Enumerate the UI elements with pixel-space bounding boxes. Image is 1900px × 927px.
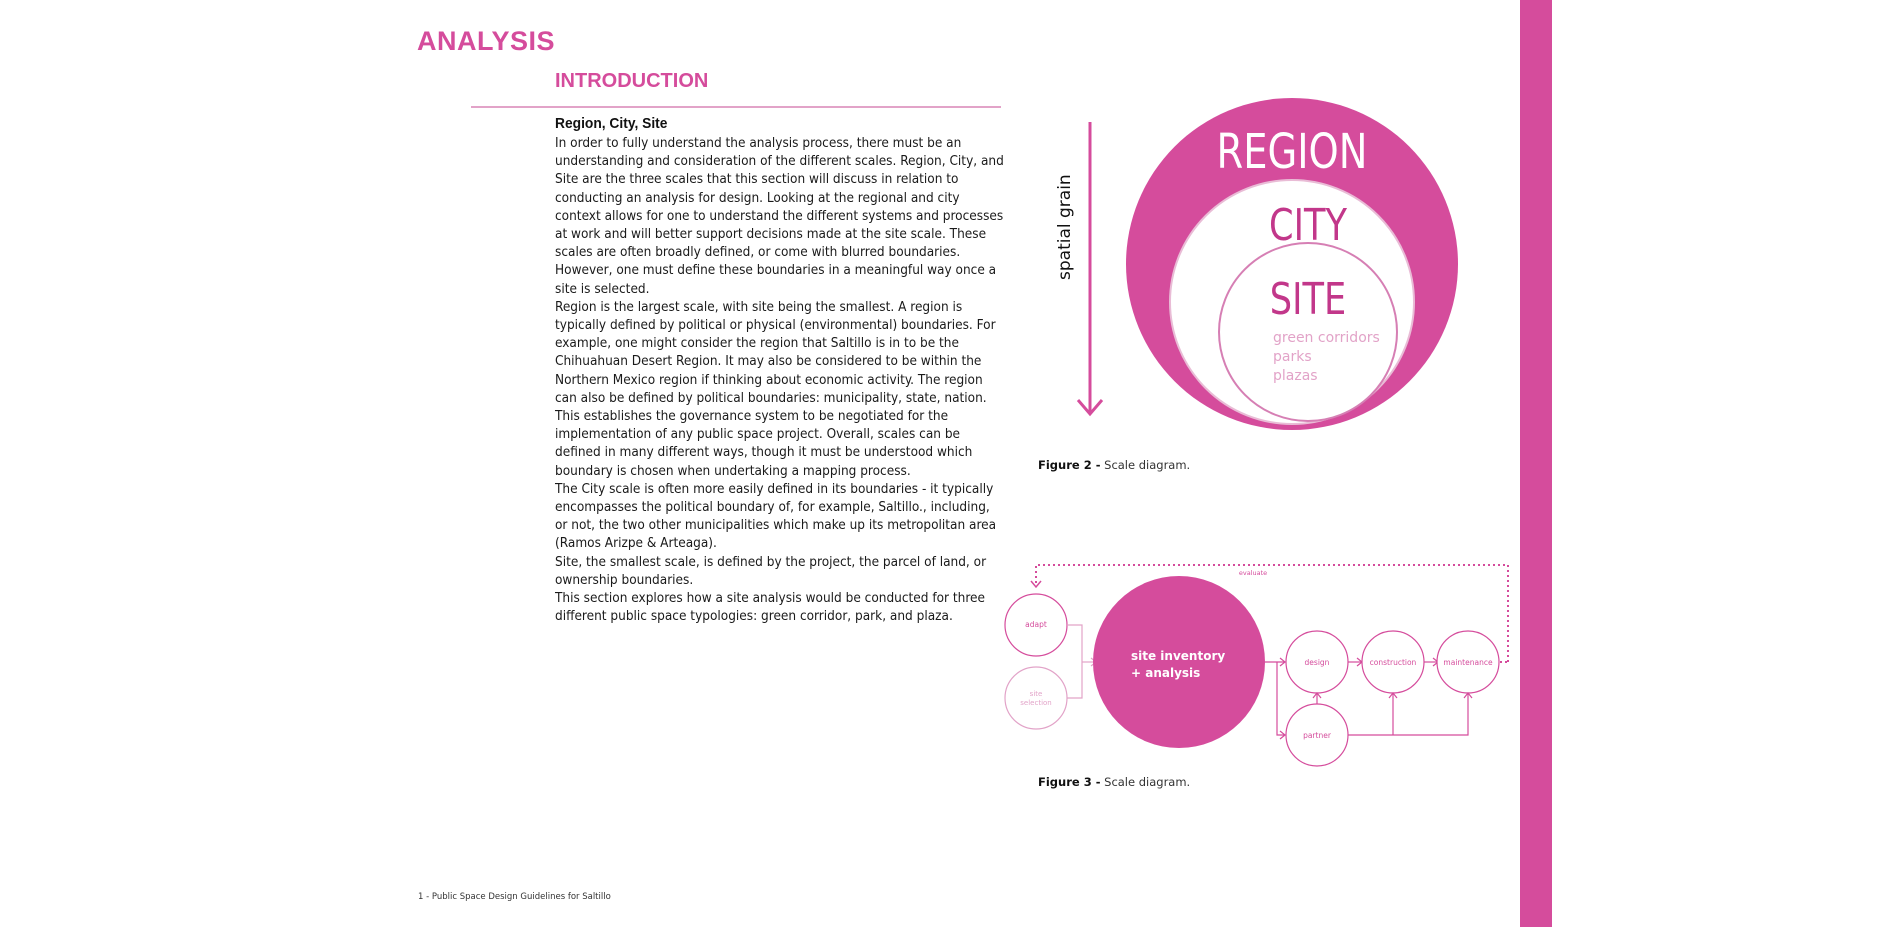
- maintenance-label: maintenance: [1443, 658, 1493, 667]
- section-title: ANALYSIS: [417, 26, 556, 56]
- figure3-caption-prefix: Figure 3 -: [1038, 775, 1101, 789]
- subsection-title: INTRODUCTION: [555, 70, 709, 92]
- scale-diagram: [1040, 90, 1480, 440]
- body-text: [555, 114, 1005, 625]
- site-selection-node: [1005, 667, 1067, 729]
- site-selection-label: site: [1029, 690, 1043, 698]
- paragraph: In order to fully understand the analysis process, there must be an understanding and consideration of the different scales. Region, City, and Site are the three scales that this section will discuss in relation to conducting an analysis for design. Looking at the regional and city context allows for one to understand the different systems and processes at work and will better support decisions made at the site scale. These scales are often broadly defined, or come with blurred boundaries. However, one must define these boundaries in a meaningful way once a site is selected.: [555, 135, 1004, 297]
- paragraph: Region is the largest scale, with site being the smallest. A region is typically defined by political or physical (environmental) boundaries. For example, one might consider the region that Saltillo is in to be the Chihuahuan Desert Region. It may also be considered to be within the Northern Mexico region if thinking about economic activity. The region can also be defined by political boundaries: municipality, state, nation. This establishes the governance system to be negotiated for the implementation of any public space project. Overall, scales can be defined in many different ways, though it must be understood which boundary is chosen when undertaking a mapping process.: [555, 298, 996, 479]
- paragraph: This section explores how a site analysis would be conducted for three different public space typologies: green corridor, park, and plaza.: [555, 590, 986, 625]
- site-item: green corridors: [1273, 330, 1380, 346]
- site-item: parks: [1273, 349, 1312, 365]
- spatial-grain-label: spatial grain: [1055, 174, 1075, 280]
- figure3-caption-text: Scale diagram.: [1104, 775, 1191, 789]
- input-bracket: [1067, 625, 1082, 698]
- design-label: design: [1304, 658, 1330, 667]
- partner-label: partner: [1303, 731, 1331, 740]
- body-heading: Region, City, Site: [555, 115, 668, 132]
- region-label: REGION: [1216, 124, 1368, 181]
- site-item: plazas: [1273, 368, 1318, 384]
- figure2-caption-prefix: Figure 2 -: [1038, 458, 1101, 472]
- site-selection-label: selection: [1020, 699, 1052, 707]
- paragraph: The City scale is often more easily defined in its boundaries - it typically encompasses the political boundary of, for example, Saltillo., including, or not, the two other municipalities which make up its metropolitan area (Ramos Arizpe & Arteaga).: [555, 480, 997, 552]
- header-divider: [471, 106, 1001, 108]
- adapt-label: adapt: [1025, 620, 1047, 629]
- page-edge-bar: [1520, 0, 1552, 927]
- figure3-caption: [1038, 775, 1190, 789]
- evaluate-label: evaluate: [1238, 569, 1268, 577]
- city-label: CITY: [1269, 200, 1347, 252]
- site-inventory-label: + analysis: [1131, 666, 1201, 680]
- site-label: SITE: [1269, 274, 1347, 326]
- connector: [1277, 662, 1284, 735]
- paragraph: Site, the smallest scale, is defined by the project, the parcel of land, or ownership boundaries.: [555, 553, 987, 588]
- figure2-caption: [1038, 458, 1190, 472]
- site-inventory-label: site inventory: [1131, 649, 1226, 663]
- process-diagram: [1000, 555, 1520, 775]
- connector: [1348, 694, 1468, 735]
- figure2-caption-text: Scale diagram.: [1104, 458, 1191, 472]
- construction-label: construction: [1369, 658, 1417, 667]
- page-footer: 1 - Public Space Design Guidelines for Saltillo: [418, 892, 611, 902]
